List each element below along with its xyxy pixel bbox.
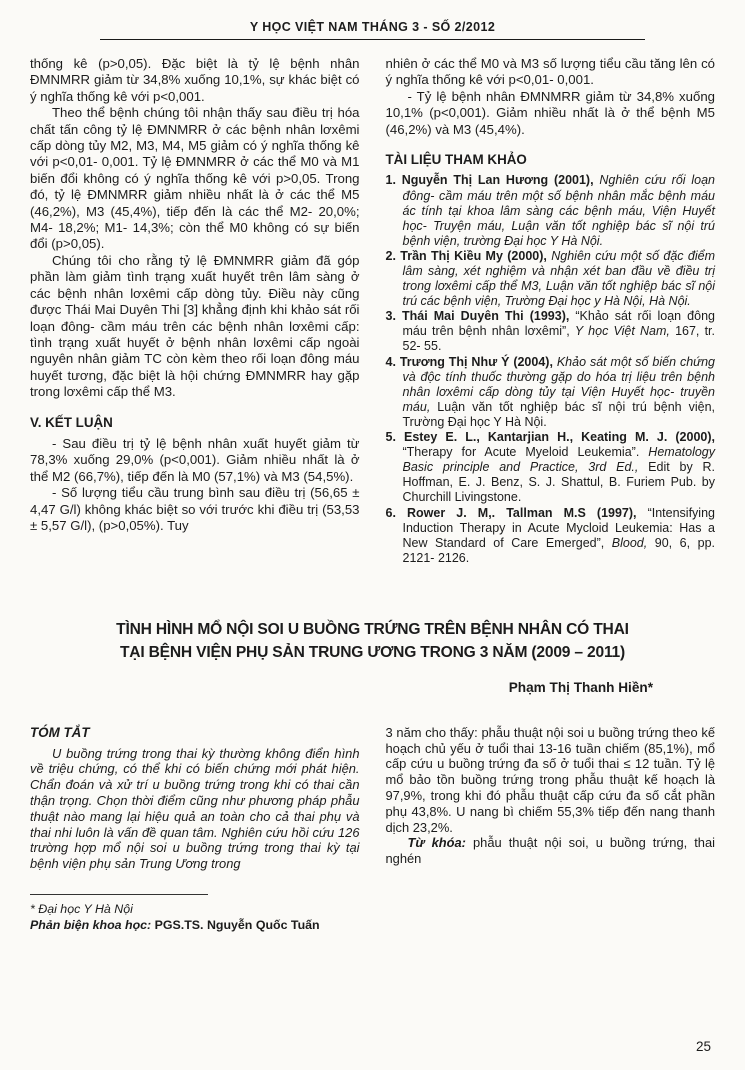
reference-text-segment: 90, 6, pp. 2121- 2126. [402, 535, 716, 565]
footnote [30, 894, 360, 933]
paragraph: thống kê (p>0,05). Đặc biệt là tỷ lệ bệnh nhân ĐMNMRR giảm từ 34,8% xuống 10,1%, sự khác biệt có ý nghĩa thống kê với p<0,001. [30, 56, 360, 104]
keywords-label: Từ khóa: [407, 835, 466, 851]
reviewer-label: Phản biện khoa học: [30, 918, 152, 933]
reference-item [386, 249, 716, 309]
reference-number: 1. [385, 173, 402, 188]
references-list [386, 173, 716, 565]
conclusion-heading: V. KẾT LUẬN [30, 414, 113, 430]
abstract-left-column [30, 725, 360, 872]
reference-text-segment: Edit by R. Hoffman, E. J. Benz, S. J. Shattul, B. Furiem Pub. by Churchill Livingstone. [402, 460, 715, 505]
article-title-line2: TẠI BỆNH VIỆN PHỤ SẢN TRUNG ƯƠNG TRONG 3 NĂM (2009 – 2011) [119, 643, 626, 661]
reference-text-segment: “Intensifying Induction Therapy in Acute Mycloid Leukemia: Has a New Standard of Care Emerged”, [402, 505, 715, 550]
reference-text-segment: Nguyễn Thị Lan Hương (2001), [401, 173, 600, 188]
reference-number: 6. [385, 505, 408, 520]
article1-left-column [30, 56, 360, 566]
reference-item [386, 309, 716, 354]
reference-text-segment: 167, tr. 52- 55. [402, 324, 715, 354]
reviewer-name: PGS.TS. Nguyễn Quốc Tuấn [151, 918, 320, 933]
affiliation-note: * Đại học Y Hà Nội [30, 902, 133, 917]
footnote-rule [30, 894, 208, 895]
paragraph: nhiên ở các thể M0 và M3 số lượng tiểu cầu tăng lên có ý nghĩa thống kê với p<0,01- 0,001. [385, 56, 715, 88]
references-heading: TÀI LIỆU THAM KHẢO [385, 152, 527, 168]
reference-text-segment: Luận văn tốt nghiệp bác sĩ nội trú bệnh viện, Trường Đại học Y Hà Nội. [402, 399, 716, 429]
conclusion-paragraph: - Sau điều trị tỷ lệ bệnh nhân xuất huyết giảm từ 78,3% xuống 29,0% (p<0,001). Giảm nhiều nhất là ở thể M2 (66,7%), tiếp đến là M0 (57,1%) và M3 (54,5%). [30, 435, 360, 484]
paragraph: Chúng tôi cho rằng tỷ lệ ĐMNMRR giảm đã góp phần làm giảm tình trạng xuất huyết trên lâm sàng ở các bệnh nhân lơxêmi cấp dòng tủy. Điều này cũng được Thái Mai Duyên Thi [3] khẳng định khi khảo sát rối loạn đông- cầm máu trên các bệnh nhân lơxêmi cấp: tình trạng xuất huyết ở bệnh nhân lơxêmi cấp ngoài nguyên nhân giảm TC còn kèm theo rối loạn đông máu huyết tương, đặc biệt là hội chứng ĐMNMRR hay gặp trong lơxêmi cấp thể M3. [30, 252, 360, 400]
reference-item [386, 173, 716, 248]
reference-text-segment: “Therapy for Acute Myeloid Leukemia”. [402, 445, 649, 460]
article1-columns [30, 56, 715, 566]
reference-text-segment: Nghiên cứu rối loạn đông- cầm máu trên một số bệnh nhân mắc bệnh máu ác tính tại khoa lâm sàng các bệnh máu, Viện Huyết học- Truyện máu, Luận văn tốt nghiệp bác sĩ nội trú bệnh viện, trường Đại học Y Hà Nội. [402, 173, 716, 248]
reference-text-segment: Trương Thị Như Ý (2004), [399, 354, 557, 369]
abstract-text-right: 3 năm cho thấy: phẫu thuật nội soi u buồng trứng theo kế hoạch chủ yếu ở tuổi thai 13-16 tuần chiếm (85,1%), mổ cấp cứu u buồng trứng đa số ở tuổi thai ≤ 12 tuần. Tỷ lệ mổ bảo tồn buồng trứng trong phẫu thuật kế hoạch là 97,9%, trong khi đó phẫu thuật cấp cứu đa số cắt phần phụ 43,8%. U nang bì chiếm 55,3% tiếp đến nang thanh dịch 23,2%. [385, 724, 715, 835]
abstract-columns [30, 725, 715, 872]
keywords-line [386, 835, 716, 867]
reviewer-note [30, 917, 360, 933]
article1-right-column [386, 56, 716, 566]
conclusion-paragraph: - Số lượng tiểu cầu trung bình sau điều trị (56,65 ± 4,47 G/l) không khác biệt so với trước khi điều trị (53,53 ± 5,57 G/l), (p>0,05%). Tuy [30, 485, 360, 533]
reference-text-segment: Khảo sát một số biến chứng và độc tính thuốc thường gặp do hóa trị liệu trên bệnh nhân lơxêmi cấp dòng tủy tại Viện Huyết học- truyền máu, [402, 354, 715, 414]
reference-text-segment: Y học Việt Nam, [574, 324, 676, 339]
article-title [60, 618, 685, 664]
reference-item [386, 430, 716, 505]
keywords-text: phẫu thuật nội soi, u buồng trứng, thai nghén [385, 835, 715, 867]
abstract-text-left: U buồng trứng trong thai kỳ thường không điển hình về triệu chứng, có thể khi có biến chứng mới phát hiện. Chẩn đoán và xử trí u buồng trứng trong khi có thai cần thận trọng. Chọn thời điểm cũng như phương pháp phẫu thuật nào mang lại hiệu quả an toàn cho cả thai phụ và thai nhi luôn là vấn đề quan tâm. Nghiên cứu hồi cứu 126 trường hợp mổ nội soi u buồng trứng trong thai kỳ tại bệnh viện phụ sản Trung Ương trong [30, 745, 360, 872]
article-title-line1: TÌNH HÌNH MỔ NỘI SOI U BUỒNG TRỨNG TRÊN BỆNH NHÂN CÓ THAI [116, 620, 629, 638]
reference-text-segment: Nghiên cứu một số đặc điểm lâm sàng, xét nghiệm và nhận xét ban đầu về điều trị trong lơxêmi cấp thể M3, Luận văn tốt nghiệp bác sĩ nội trú các bệnh viện, Trường Đại học y Hà Nội, Hà Nội. [402, 248, 715, 309]
reference-number: 3. [385, 309, 402, 324]
reference-number: 4. [385, 354, 400, 369]
reference-text-segment: Hematology Basic principle and Practice, 3rd Ed., [402, 445, 715, 475]
author-name: Phạm Thị Thanh Hiền* [508, 679, 653, 695]
reference-text-segment: Estey E. L., Kantarjian H., Keating M. J. (2000), [403, 430, 715, 445]
reference-number: 5. [385, 430, 404, 445]
reference-text-segment: Blood, [611, 535, 655, 550]
reference-item [386, 355, 716, 430]
paragraph: Theo thể bệnh chúng tôi nhận thấy sau điều trị hóa chất tấn công tỷ lệ ĐMNMRR ở các bệnh nhân lơxêmi cấp dòng tủy M2, M3, M4, M5 giảm có ý nghĩa thống kê với p<0,01- 0,001. Tỷ lệ ĐMNMRR ở các thể M0 và M1 biến đổi không có ý nghĩa thống kê với p>0,05. Trong đó, tỷ lệ ĐMNMRR giảm nhiều nhất là ở các thể M5 (46,2%), M3 (45,4%), tiếp đến là các thể M2- 20,0%; M4- 18,2%; M1- 14,3%; còn thể M0 không có sự biến đổi (p>0,05). [30, 105, 360, 252]
reference-text-segment: Thái Mai Duyên Thi (1993), [402, 309, 576, 324]
header-rule [100, 39, 645, 40]
paragraph: - Tỷ lệ bệnh nhân ĐMNMRR giảm từ 34,8% xuống 10,1% (p<0,001). Giảm nhiều nhất là ở thể bệnh M5 (46,2%) và M3 (45,4%). [385, 88, 715, 137]
reference-text-segment: “Khảo sát rối loạn đông máu trên bệnh nhân lơxêmi”, [402, 309, 715, 339]
abstract-right-column [386, 725, 716, 872]
abstract-heading: TÓM TẮT [30, 724, 90, 740]
page-number: 25 [695, 1039, 711, 1054]
reference-number: 2. [385, 248, 401, 263]
reference-text-segment: Rower J. M,. Tallman M.S (1997), [407, 505, 648, 520]
reference-text-segment: Trần Thị Kiều My (2000), [400, 248, 552, 263]
reference-item [386, 506, 716, 566]
journal-title: Y HỌC VIỆT NAM THÁNG 3 - SỐ 2/2012 [249, 20, 496, 34]
